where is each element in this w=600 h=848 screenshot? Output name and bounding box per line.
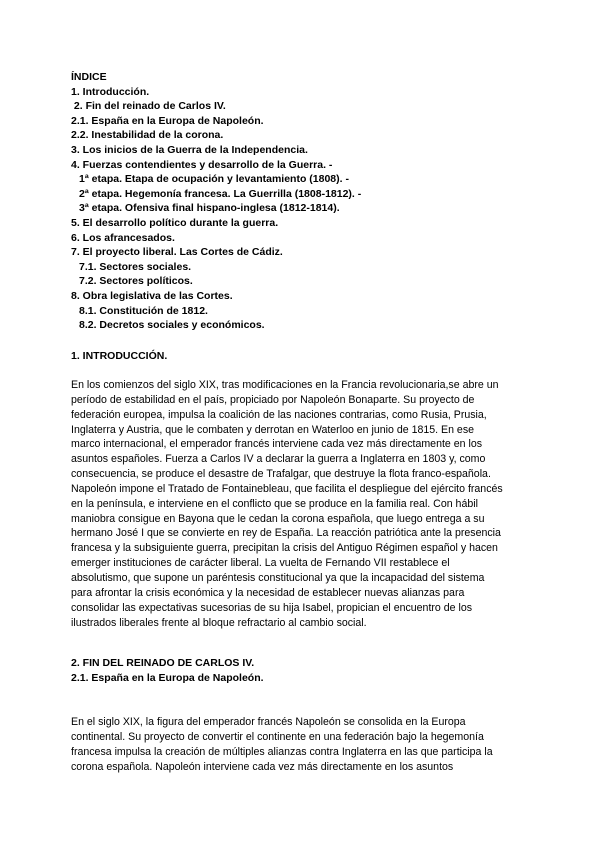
table-of-contents bbox=[71, 70, 551, 333]
paragraph-line: federación europea, impulsa la coalición de las naciones contrarias, como Rusia, Prusia, bbox=[71, 408, 487, 421]
paragraph-line: En los comienzos del siglo XIX, tras modificaciones en la Francia revolucionaria,se abre un bbox=[71, 379, 499, 391]
section-heading-introduccion: 1. INTRODUCCIÓN. bbox=[71, 350, 168, 362]
index-item: 2.2. Inestabilidad de la corona. bbox=[71, 129, 224, 142]
index-item: 3. Los inicios de la Guerra de la Independencia. bbox=[71, 143, 308, 156]
index-item: 8. Obra legislativa de las Cortes. bbox=[71, 289, 233, 302]
index-item: 7. El proyecto liberal. Las Cortes de Cádiz. bbox=[71, 246, 283, 259]
section-heading: 2. FIN DEL REINADO DE CARLOS IV. bbox=[71, 657, 255, 669]
index-item: 1. Introducción. bbox=[71, 85, 150, 98]
paragraph-line: marco internacional, el emperador francés interviene cada vez más directamente en los bbox=[71, 438, 483, 451]
index-item: 1ª etapa. Etapa de ocupación y levantamiento (1808). - bbox=[79, 173, 349, 186]
index-item: 2. Fin del reinado de Carlos IV. bbox=[71, 100, 226, 113]
index-item: 7.1. Sectores sociales. bbox=[79, 260, 192, 273]
index-item: 2.1. España en la Europa de Napoleón. bbox=[71, 114, 264, 127]
paragraph-line: Napoleón impone el Tratado de Fontainebleau, que facilita el despliegue del ejército francés bbox=[71, 482, 503, 495]
index-item: 8.1. Constitución de 1812. bbox=[79, 304, 208, 317]
paragraph-line: hermano José I que se convierte en rey de España. La reacción patriótica ante la presencia bbox=[71, 527, 501, 540]
index-title: ÍNDICE bbox=[71, 71, 107, 83]
paragraph-line: francesa impulsa la creación de múltiples alianzas contra Inglaterra en las que participa la bbox=[71, 745, 493, 758]
paragraph-line: Inglaterra y Austria, que le combaten y derrotan en Waterloo en junio de 1815. En ese bbox=[71, 423, 475, 436]
paragraph-line: En el siglo XIX, la figura del emperador francés Napoleón se consolida en la Europa bbox=[71, 716, 466, 728]
index-item: 8.2. Decretos sociales y económicos. bbox=[79, 319, 265, 332]
paragraph-line: para afrontar la crisis económica y la necesidad de establecer nuevas alianzas para bbox=[71, 586, 465, 599]
paragraph-line: asuntos españoles. Fuerza a Carlos IV a declarar la guerra a Inglaterra en 1803 y, como bbox=[71, 453, 486, 466]
paragraph-line: francesa y la subsiguiente guerra, precipitan la crisis del Antiguo Régimen español y hacen bbox=[71, 542, 498, 555]
section2-paragraph bbox=[71, 715, 541, 774]
paragraph-line: emerger instituciones de carácter liberal. La vuelta de Fernando VII restablece el bbox=[71, 557, 450, 570]
index-item: 6. Los afrancesados. bbox=[71, 231, 175, 244]
paragraph-line: absolutismo, que supone un paréntesis constitucional ya que la incapacidad del sistema bbox=[71, 571, 485, 584]
paragraph-line: ilustrados liberales frente al bloque refractario al cambio social. bbox=[71, 616, 367, 629]
index-item: 4. Fuerzas contendientes y desarrollo de la Guerra. - bbox=[71, 158, 333, 171]
paragraph-line: consolidar las expectativas sucesorias de su hija Isabel, propician el encuentro de los bbox=[71, 601, 473, 614]
index-item: 3ª etapa. Ofensiva final hispano-inglesa (1812-1814). bbox=[79, 202, 340, 215]
section-heading-fin-reinado bbox=[71, 656, 264, 685]
paragraph-line: consecuencia, se produce el desastre de Trafalgar, que destruye la flota franco-española. bbox=[71, 468, 491, 481]
paragraph-line: corona española. Napoleón interviene cada vez más directamente en los asuntos bbox=[71, 760, 454, 773]
index-item: 2ª etapa. Hegemonía francesa. La Guerrilla (1808-1812). - bbox=[79, 187, 362, 200]
subsection-heading: 2.1. España en la Europa de Napoleón. bbox=[71, 671, 264, 684]
paragraph-line: continental. Su proyecto de convertir el continente en una federación bajo la hegemonía bbox=[71, 730, 484, 743]
introduction-paragraph bbox=[71, 378, 541, 630]
paragraph-line: período de estabilidad en el país, propiciado por Napoleón Bonaparte. Su proyecto de bbox=[71, 393, 475, 406]
paragraph-line: maniobra consigue en Bayona que le cedan la corona española, que luego entrega a su bbox=[71, 512, 485, 525]
index-item: 5. El desarrollo político durante la guerra. bbox=[71, 216, 279, 229]
paragraph-line: en la península, e interviene en el conflicto que se produce en la familia real. Con hábil bbox=[71, 497, 478, 510]
index-item: 7.2. Sectores políticos. bbox=[79, 275, 193, 288]
